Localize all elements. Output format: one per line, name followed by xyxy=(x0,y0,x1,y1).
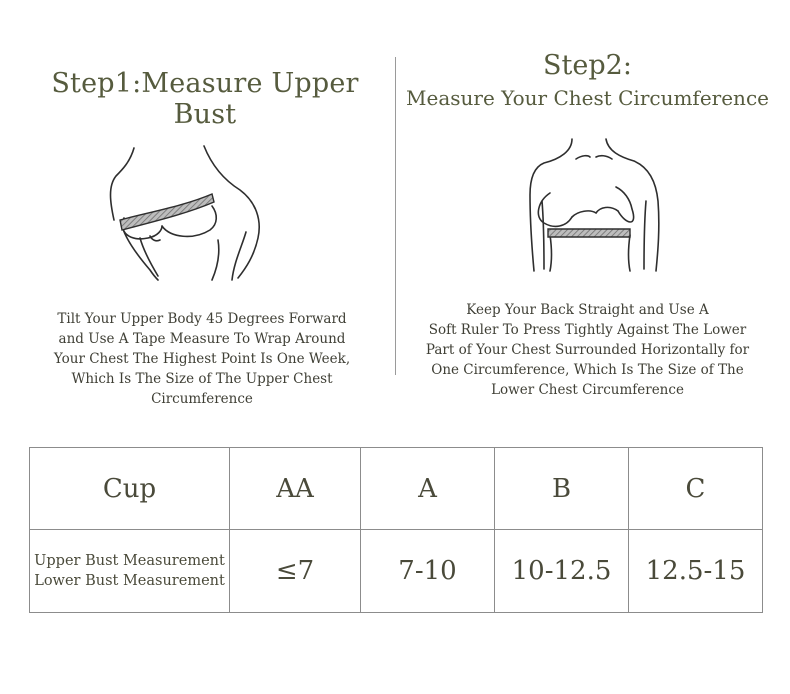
step2-description xyxy=(400,300,775,400)
step2-description-line: Lower Chest Circumference xyxy=(491,382,684,398)
size-table xyxy=(29,447,763,613)
step1-description-line: and Use A Tape Measure To Wrap Around xyxy=(58,331,346,347)
step1-description-line: Which Is The Size of The Upper Chest Circumference xyxy=(71,371,333,407)
step1-description-line: Your Chest The Highest Point Is One Week, xyxy=(53,351,351,367)
step2-description-line: Soft Ruler To Press Tightly Against The Lower xyxy=(428,322,747,338)
step2-description-line: Keep Your Back Straight and Use A xyxy=(466,302,709,318)
cup-cell: A xyxy=(361,448,495,530)
cup-cell: B xyxy=(495,448,629,530)
step2-subtitle: Measure Your Chest Circumference xyxy=(406,86,769,110)
cup-cell: AA xyxy=(230,448,361,530)
step1-title: Step1:Measure Upper Bust xyxy=(51,68,359,130)
torso-upright-tape-icon xyxy=(520,135,670,275)
table-header-row xyxy=(30,448,763,530)
step1-description xyxy=(20,309,384,409)
cup-header-cell: Cup xyxy=(30,448,230,530)
step1-description-line: Tilt Your Upper Body 45 Degrees Forward xyxy=(57,311,347,327)
value-cell: ≤7 xyxy=(230,530,361,613)
torso-tilted-tape-icon xyxy=(100,140,275,285)
column-divider xyxy=(395,57,396,375)
measurement-label-cell xyxy=(30,530,230,613)
cup-cell: C xyxy=(629,448,763,530)
step2-description-line: One Circumference, Which Is The Size of The xyxy=(431,362,744,378)
upper-bust-label: Upper Bust Measurement xyxy=(34,553,225,569)
table-row xyxy=(30,530,763,613)
value-cell: 12.5-15 xyxy=(629,530,763,613)
step2-title: Step2: xyxy=(543,50,632,81)
value-cell: 10-12.5 xyxy=(495,530,629,613)
lower-bust-label: Lower Bust Measurement xyxy=(34,573,225,589)
value-cell: 7-10 xyxy=(361,530,495,613)
step2-description-line: Part of Your Chest Surrounded Horizontally for xyxy=(425,342,750,358)
